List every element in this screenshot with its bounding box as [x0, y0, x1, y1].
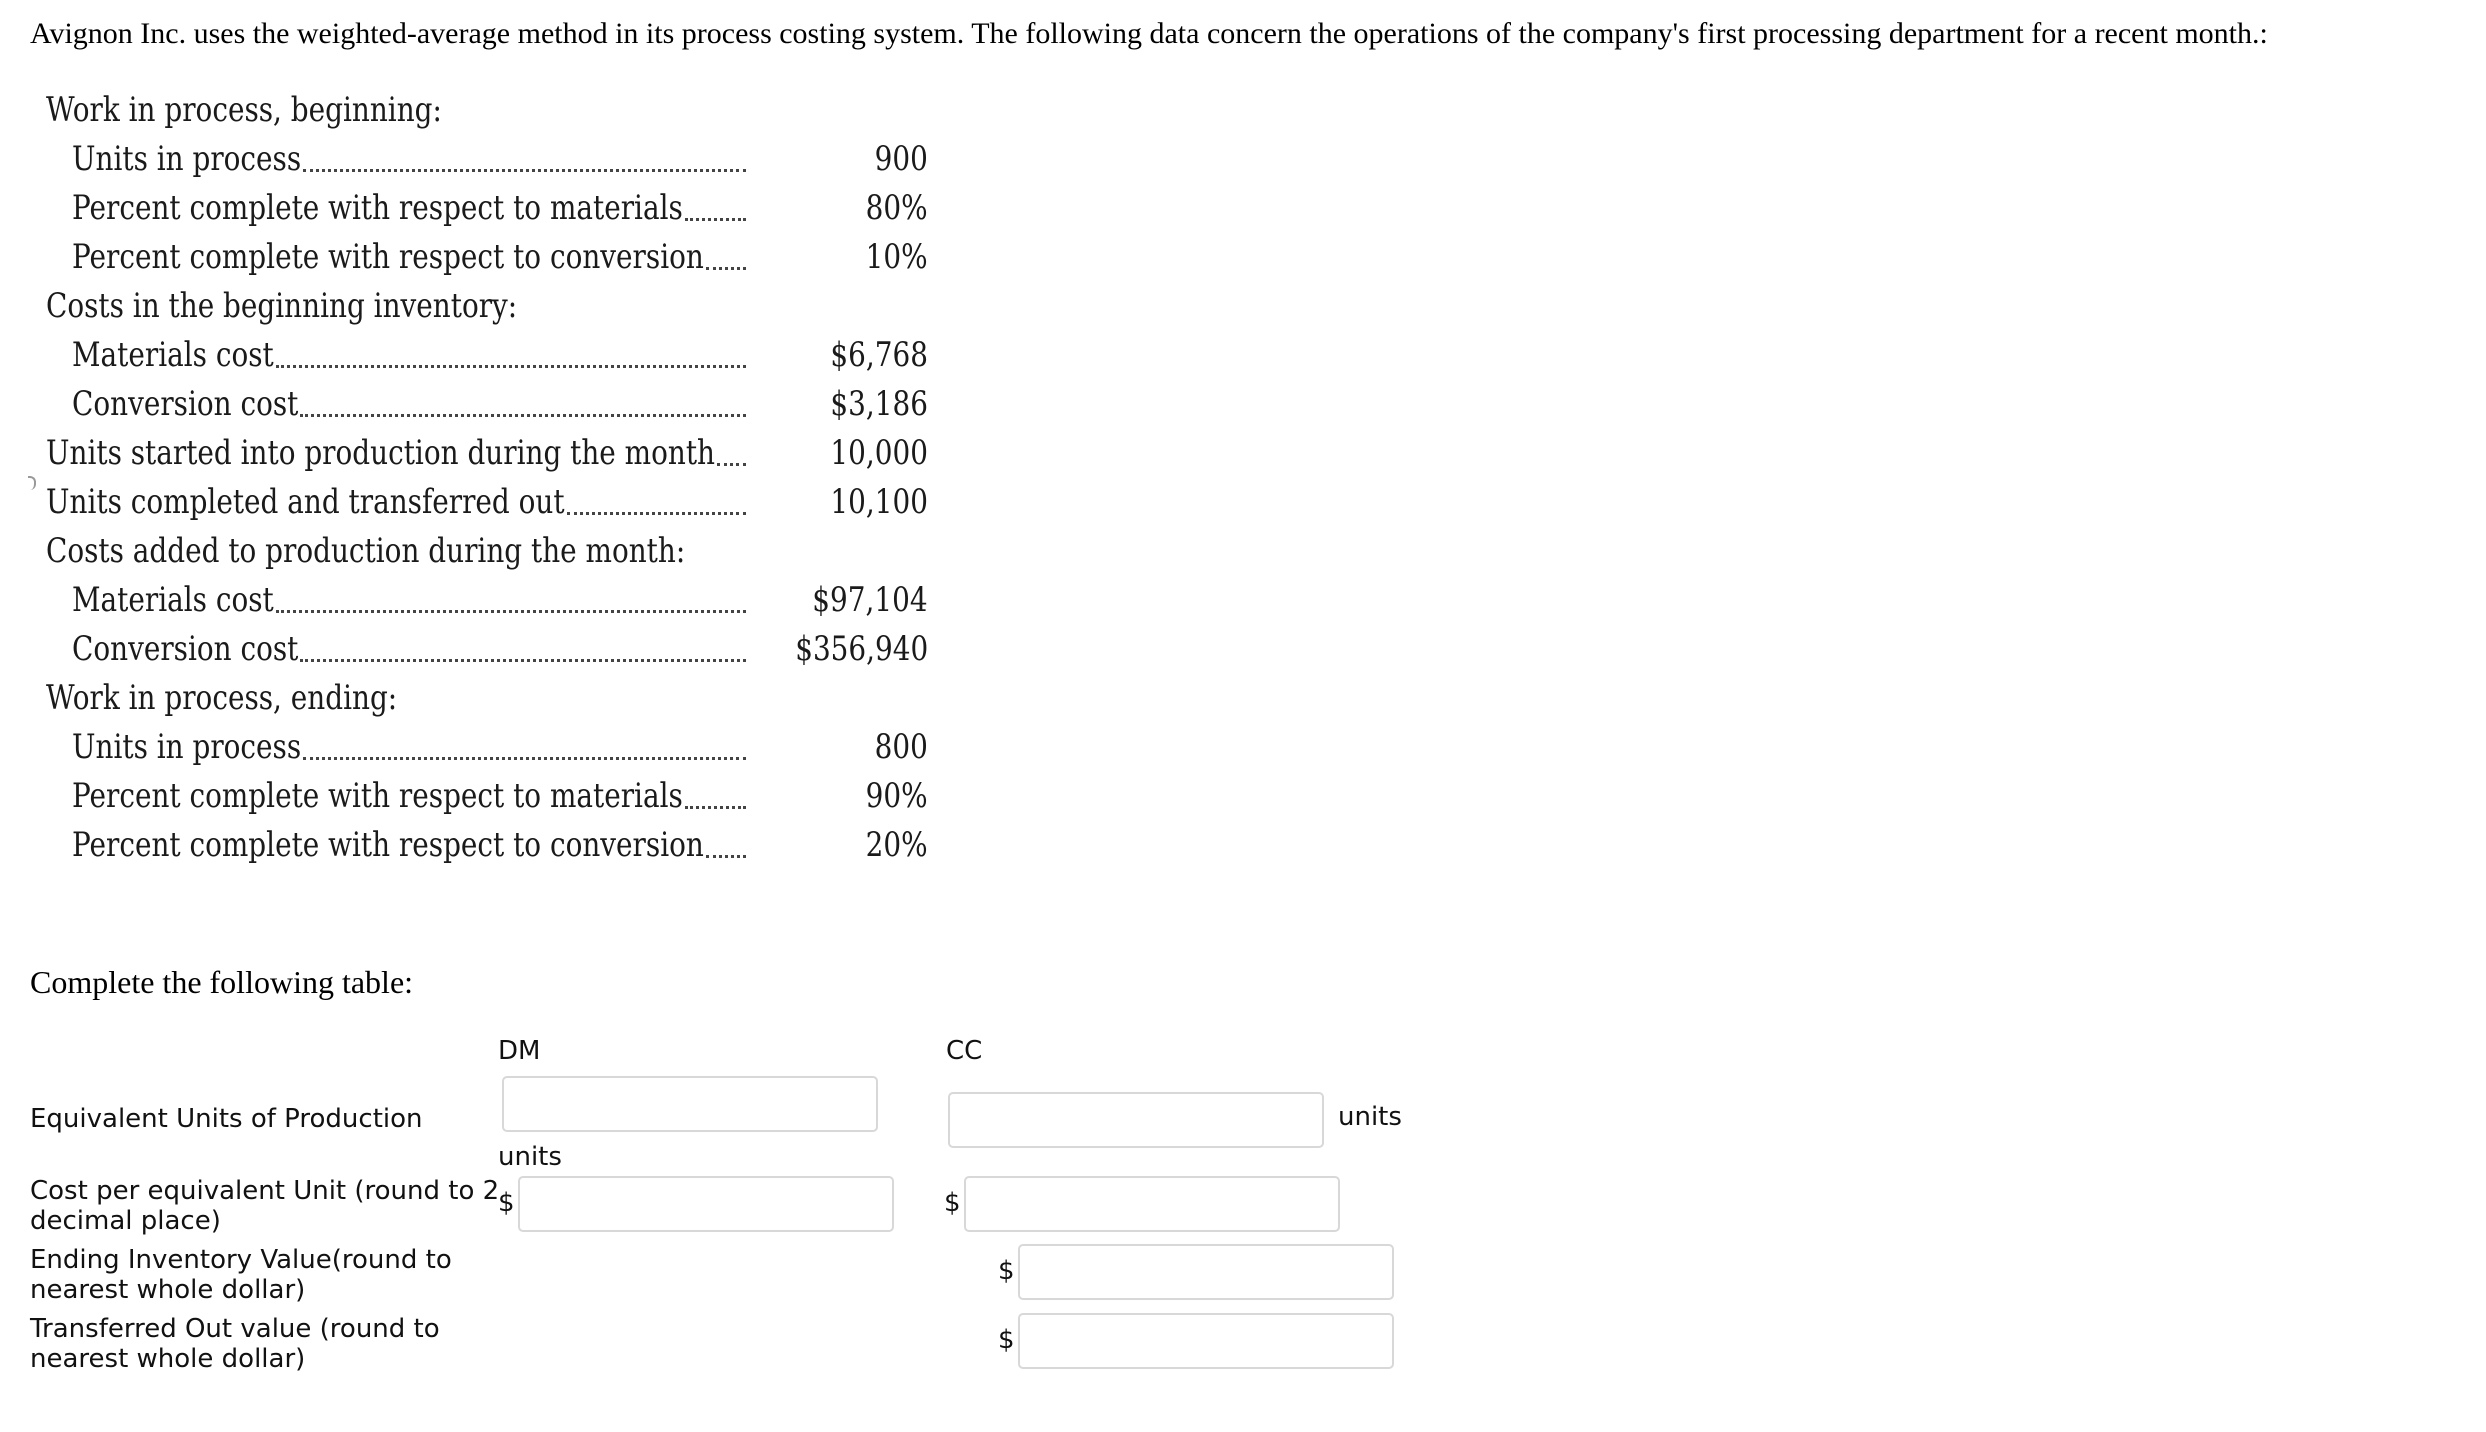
- leader-dots: [706, 263, 746, 270]
- leader-dots: [300, 655, 746, 662]
- scan-artifact: [28, 476, 36, 490]
- data-row: [46, 527, 926, 575]
- leader-dots: [303, 165, 746, 172]
- data-row: [46, 772, 926, 820]
- leader-dots: [706, 851, 746, 858]
- data-row-value: $356,940: [794, 629, 928, 669]
- data-row-label: Materials cost: [72, 335, 274, 375]
- data-row-value: 80%: [866, 188, 928, 228]
- column-header-dm: DM: [498, 1036, 541, 1066]
- data-row-label: Units in process: [72, 139, 302, 179]
- ending-inventory-label: Ending Inventory Value(round to nearest whole dollar): [30, 1245, 452, 1305]
- data-row: [46, 282, 926, 330]
- data-row-label: Conversion cost: [72, 384, 299, 424]
- cost-per-unit-cc-input[interactable]: [964, 1176, 1340, 1232]
- data-row: [46, 821, 926, 869]
- leader-dots: [276, 606, 746, 613]
- data-row: [46, 135, 926, 183]
- ending-inventory-input[interactable]: [1018, 1244, 1394, 1300]
- units-label-cc: units: [1338, 1102, 1402, 1132]
- data-row-label: Units completed and transferred out: [46, 482, 565, 522]
- equivalent-units-dm-input[interactable]: [502, 1076, 878, 1132]
- equivalent-units-label: Equivalent Units of Production: [30, 1104, 423, 1134]
- dollar-sign-ending: $: [998, 1256, 1015, 1286]
- data-row-value: $97,104: [812, 580, 928, 620]
- data-row-label: Work in process, beginning:: [46, 90, 442, 130]
- data-row-label: Work in process, ending:: [46, 678, 398, 718]
- data-row-value: 20%: [866, 825, 928, 865]
- units-label-dm: units: [498, 1142, 562, 1172]
- data-row: [46, 233, 926, 281]
- data-row: [46, 576, 926, 624]
- dollar-sign-cc: $: [944, 1188, 961, 1218]
- data-row-value: 10,100: [830, 482, 928, 522]
- leader-dots: [300, 410, 746, 417]
- data-row-label: Percent complete with respect to conversion: [72, 237, 704, 277]
- transferred-out-label: Transferred Out value (round to nearest whole dollar): [30, 1314, 440, 1374]
- data-row-value: 90%: [866, 776, 928, 816]
- data-row-value: 10%: [866, 237, 928, 277]
- data-row: [46, 184, 926, 232]
- data-row: [46, 478, 926, 526]
- data-row-value: 800: [874, 727, 928, 767]
- data-row-label: Costs added to production during the month:: [46, 531, 686, 571]
- data-row-label: Units in process: [72, 727, 302, 767]
- data-row: [46, 674, 926, 722]
- transferred-out-input[interactable]: [1018, 1313, 1394, 1369]
- data-row: [46, 380, 926, 428]
- data-row-value: 10,000: [830, 433, 928, 473]
- dollar-sign-transferred: $: [998, 1325, 1015, 1355]
- data-row-label: Conversion cost: [72, 629, 299, 669]
- data-row: [46, 625, 926, 673]
- column-header-cc: CC: [946, 1036, 983, 1066]
- leader-dots: [717, 459, 746, 466]
- leader-dots: [685, 802, 746, 809]
- dollar-sign-dm: $: [498, 1188, 515, 1218]
- data-row: [46, 331, 926, 379]
- intro-text: Avignon Inc. uses the weighted-average method in its process costing system. The following data concern the operations of the company's first processing department for a recent month.:: [30, 17, 2268, 50]
- data-row: [46, 723, 926, 771]
- leader-dots: [567, 508, 746, 515]
- data-row-value: $3,186: [830, 384, 928, 424]
- data-row-label: Percent complete with respect to conversion: [72, 825, 704, 865]
- data-row-value: 900: [874, 139, 928, 179]
- data-row: [46, 429, 926, 477]
- cost-per-unit-dm-input[interactable]: [518, 1176, 894, 1232]
- data-row-value: $6,768: [830, 335, 928, 375]
- leader-dots: [685, 214, 746, 221]
- instruction-text: Complete the following table:: [30, 964, 414, 1000]
- leader-dots: [276, 361, 746, 368]
- cost-per-unit-label: Cost per equivalent Unit (round to 2 decimal place): [30, 1176, 500, 1236]
- data-row: [46, 86, 926, 134]
- data-row-label: Units started into production during the month: [46, 433, 716, 473]
- leader-dots: [303, 753, 746, 760]
- data-row-label: Percent complete with respect to materials: [72, 776, 683, 816]
- data-row-label: Percent complete with respect to materials: [72, 188, 683, 228]
- cost-data-table: [46, 86, 926, 886]
- data-row-label: Materials cost: [72, 580, 274, 620]
- equivalent-units-cc-input[interactable]: [948, 1092, 1324, 1148]
- data-row-label: Costs in the beginning inventory:: [46, 286, 518, 326]
